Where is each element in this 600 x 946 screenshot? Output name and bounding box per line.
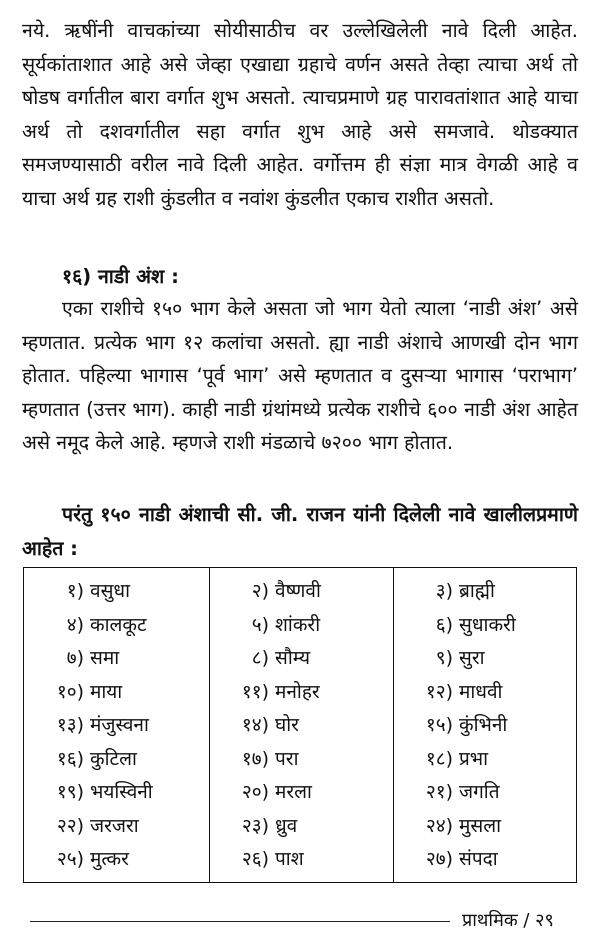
item-name: ध्रुव [275, 814, 298, 837]
table-cell [24, 743, 137, 775]
item-name: मुसला [459, 814, 502, 837]
table-cell [393, 575, 495, 607]
table-cell [393, 776, 500, 808]
item-name: प्रभा [459, 747, 489, 770]
table-cell [209, 776, 312, 808]
table-cell [209, 709, 299, 741]
item-name: माया [90, 680, 123, 703]
table-cell [209, 743, 298, 775]
item-name: वसुधा [90, 580, 131, 602]
item-name: मुत्कर [90, 848, 129, 870]
item-number: १) [66, 580, 84, 602]
item-number: ९) [435, 647, 453, 669]
item-name: संपदा [459, 848, 498, 870]
item-name: सुधाकरी [459, 613, 516, 636]
page-footer: प्राथमिक / २९ [462, 910, 554, 931]
item-number: ५) [251, 613, 269, 636]
item-number: २७) [425, 848, 453, 870]
item-number: ३) [435, 580, 453, 602]
item-number: २६) [241, 848, 269, 870]
item-name: समा [90, 647, 120, 669]
table-cell [393, 609, 516, 641]
item-name: सौम्य [275, 647, 310, 669]
item-name: भयस्विनी [90, 781, 153, 803]
item-name: माधवी [459, 680, 503, 703]
table-cell [24, 642, 119, 674]
item-name: कुटिला [90, 747, 137, 770]
table-cell [393, 843, 498, 875]
item-number: २५) [56, 848, 84, 870]
item-number: ८) [251, 647, 269, 669]
item-number: १९) [56, 781, 84, 803]
table-cell [209, 810, 297, 842]
item-number: २०) [241, 781, 269, 803]
table-cell [209, 609, 320, 641]
item-name: मंजुस्वना [90, 714, 149, 736]
item-number: ४) [66, 613, 84, 636]
item-name: जरजरा [90, 814, 139, 837]
item-number: २३) [241, 814, 269, 837]
item-name: परा [275, 747, 299, 770]
item-name: ब्राह्मी [459, 580, 495, 602]
item-number: १८) [425, 747, 453, 770]
item-number: १३) [56, 714, 84, 736]
table-cell [24, 609, 147, 641]
paragraph-names-intro: परंतु १५० नाडी अंशाची सी. जी. राजन यांनी दिलेली नावे खालीलप्रमाणे आहेत : [22, 503, 578, 560]
table-cell [209, 843, 304, 875]
item-number: १७) [241, 747, 269, 770]
paragraph-nadi-ansh: एका राशीचे १५० भाग केले असता जो भाग येतो त्याला ‘नाडी अंश’ असे म्हणतात. प्रत्येक भाग १२ कलांचा असतो. ह्या नाडी अंशाचे आणखी दोन भाग होतात. पहिल्या भागास ‘पूर्व भाग’ असे म्हणतात व दुसऱ्या भागास ‘पराभाग’ म्हणतात (उत्तर भाग). काही नाडी ग्रंथांमध्ये प्रत्येक राशीचे ६०० नाडी अंश आहेत असे नमूद केले आहे. म्हणजे राशी मंडळाचे ७२०० भाग होतात. [22, 297, 578, 454]
item-number: ७) [66, 647, 84, 669]
item-number: १५) [425, 714, 453, 736]
item-name: पाश [275, 848, 304, 870]
item-number: २४) [425, 814, 453, 837]
table-cell [209, 676, 320, 708]
table-cell [209, 642, 310, 674]
item-name: जगति [459, 781, 500, 803]
item-number: ६) [435, 613, 453, 636]
item-name: वैष्णवी [275, 580, 321, 602]
footer-rule [30, 921, 450, 922]
item-number: १४) [241, 714, 269, 736]
item-name: मरला [275, 781, 312, 803]
item-number: १०) [56, 680, 84, 703]
table-cell [24, 810, 139, 842]
table-cell [24, 776, 153, 808]
item-name: कालकूट [90, 613, 147, 636]
table-cell [24, 575, 130, 607]
nadi-names-table [23, 567, 577, 883]
item-name: घोर [275, 714, 299, 736]
item-number: १६) [56, 747, 84, 770]
item-number: २१) [425, 781, 453, 803]
table-cell [393, 642, 485, 674]
section-heading-nadi-ansh: १६) नाडी अंश : [62, 265, 179, 288]
table-cell [393, 743, 488, 775]
item-number: १२) [425, 680, 453, 703]
item-name: सुरा [459, 647, 485, 669]
table-cell [393, 676, 502, 708]
item-number: २२) [56, 814, 84, 837]
item-name: मनोहर [275, 680, 320, 703]
item-name: कुंभिनी [459, 714, 508, 736]
item-number: ११) [241, 680, 269, 703]
item-name: शांकरी [275, 613, 321, 636]
item-number: २) [251, 580, 269, 602]
table-cell [393, 810, 501, 842]
table-cell [24, 709, 149, 741]
table-cell [24, 843, 129, 875]
paragraph-intro: नये. ऋषींनी वाचकांच्या सोयीसाठीच वर उल्लेखिलेली नावे दिली आहेत. सूर्यकांताशात आहे असे जेव्हा एखाद्या ग्रहाचे वर्णन असते तेव्हा त्याचा अर्थ तो षोडष वर्गातील बारा वर्गात शुभ असतो. त्याचप्रमाणे ग्रह पारावतांशात आहे याचा अर्थ तो दशवर्गातील सहा वर्गात शुभ आहे असे समजावे. थोडक्यात समजण्यासाठी वरील नावे दिली आहेत. वर्गोत्तम ही संज्ञा मात्र वेगळी आहे व याचा अर्थ ग्रह राशी कुंडलीत व नवांश कुंडलीत एकाच राशीत असतो. [22, 19, 578, 210]
table-cell [24, 676, 122, 708]
table-cell [393, 709, 507, 741]
table-cell [209, 575, 321, 607]
